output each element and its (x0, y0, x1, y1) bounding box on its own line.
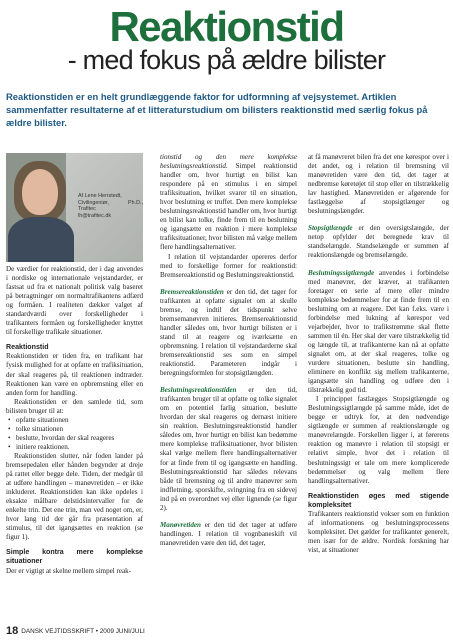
list-item: • tolke situationen (16, 425, 143, 434)
author-caption (78, 193, 143, 219)
author-email: lh@trafitec.dk (78, 212, 112, 219)
paragraph: De værdier for reaktionstid, der i dag anvendes i nordiske og internationale vejstandarder, er fastsat ud fra et nationalt politisk valg baseret på betragtninger om normaltrafikantens adfærd og formåen. I realiteten dækker valget af standardværdi over forskelligheder i trafikanters formåen og forskelligheder knyttet til forskellige trafikale situationer. (6, 265, 143, 337)
paragraph: Manøvretiden er den tid det tager at udføre handlingen. I relation til vognbaneskift vil manøvretiden være den tid, det tager, (160, 520, 297, 547)
paragraph: Beslutningsreaktionstiden er den tid, trafikanten bruger til at opfatte og tolke signalet om en potentiel farlig situation, beslutte hvordan der skal reageres og dernæst initiere sin reaktion. Beslutningsreaktionstid handler således om, hvor hurtigt en bilist kan bedømme mere komplekse trafiksituationer, hvor bilisten skal vælge mellem flere handlingsalternativer for at finde frem til og igangsætte en handling. Beslutningsreaktionstid har således relevans både til bremsning og til andre manøvrer som indfletning, sporskifte, svingning fra en sidevej ind på en overordnet vej eller lignende (se figur 2). (160, 386, 297, 512)
term-highlight: Bremsereaktionstiden (160, 287, 224, 296)
term-highlight: Stopsigtlængde (308, 224, 353, 233)
author-title: Civilingeniør, Ph.D., Trafitec (78, 199, 143, 213)
paragraph: I princippet fastlægges Stopsigtlængde og Beslutningssigtlængde på samme måde, idet de begge er udtryk for, at den nødvendige sigtlængde er summen af reaktionslængde og manøvrelængde. Forskellen ligger i, at førerens reaktion og manøvre i relation til stopsigt er relativt simple, hvor det i relation til beslutningssigt er tale om mere komplicerede bedømmelser og valg mellem flere handlingsalternativer. (308, 395, 449, 485)
paragraph: Der er vigtigt at skelne mellem simpel reak- (6, 566, 132, 575)
page-number: 18 (6, 625, 19, 637)
paragraph: Reaktionstiden er den samlede tid, som bilisten bruger til at: (6, 397, 143, 415)
paragraph: Reaktionstiden er tiden fra, en trafikant har fysisk mulighed for at opfatte en trafiksituation, der skal reageres på, til reaktionen indtræder. Reaktionen kan være en opbremsning eller en anden form for handling. (6, 352, 143, 397)
paragraph: Stopsigtlængde er den oversigtslængde, der netop opfylder det beregnede krav til standselængde. Standselængde er summen af reaktionslængde og bremselængde. (308, 224, 449, 260)
italic-term: tionstid og den mere komplekse beslutningsreaktionstid. (160, 153, 297, 171)
section-heading: Simple kontra mere komplekse situationer (6, 548, 143, 566)
author-photo (6, 153, 143, 262)
author-name: Af Lene Herrstedt, (78, 193, 122, 199)
term-highlight: Manøvretiden (160, 520, 201, 529)
paragraph: Reaktionstiden slutter, når foden lander på bremsepedalen eller hånden begynder at dreje på rattet eller begge dele. Tiden, der medgår til at udføre handlingen – manøvretiden – er ikke inkluderet. Reaktionstiden kan ikke opdeles i eksakte målbare delstidsintervaller for de enkelte trin. Det ene trin, man ved noget om, er, hvor lang tid der går fra præsentation af stimulus, til det igangsættes en reaktion (se figur 1). (6, 451, 143, 542)
column-2 (160, 153, 297, 548)
list-item: • opfatte situationen (16, 416, 143, 425)
paragraph: Bremsereaktionstiden er den tid, det tager for trafikanten at opfatte signalet om at skulle bremse, og indtil det tidspunkt selve bremsemanøvren initieres. Bremsereaktionstid handler således om, hvor hurtigt bilisten er i stand til at reagere og iværksætte en opbremsning. I relation til vejstandarderne skal bremsereaktionstid ses som en simpel reaktionstid. Parameteren indgår i beregningsformlen for stopsigtlængden. (160, 287, 297, 378)
article-subtitle: - med fokus på ældre bilister (67, 45, 386, 75)
publication-name: DANSK VEJTIDSSKRIFT • 2009 JUNI/JULI (21, 628, 145, 635)
section-heading: Reaktionstiden øges med stigende kompleksitet (308, 491, 449, 509)
page-footer (6, 625, 145, 637)
column-1 (6, 153, 143, 576)
column-3 (308, 153, 449, 555)
list-item: • initiere reaktionen. (16, 443, 143, 452)
paragraph: tionstid og den mere komplekse beslutningsreaktionstid. Simpel reaktionstid handler om, hvor hurtigt en bilist kan respondere på en stimulus i en simpel trafiksituation, hvilket svarer til en situation, hvor beslutning er truffet. Den mere komplekse beslutningsreaktionstid handler om, hvor hurtigt en bilist kan tolke, finde frem til en beslutning og igangsætte en reaktion i mere komplekse trafiksituationer, hvor bilisten må vælge mellem flere handlingsalternativer. (160, 153, 297, 252)
article-title: Reaktionstid (109, 3, 344, 50)
section-heading: Reaktionstid (6, 343, 49, 352)
paragraph: Beslutningssigtlængde anvendes i forbindelse med manøvrer, der kræver, at trafikanten foretager en serie af mere eller mindre komplekse bedømmelser for at finde frem til en beslutning om at reagere. Det kan f.eks. være i forbindelse med lukning af kørespor ved vejarbejder, hvor to trafikstrømme skal flette sammen til én. Her skal der være tilstrækkelig tid og længde til, at trafikanterne kan nå at opfatte signalet om, at der skal reageres, tolke og vurdere situationen, beslutte sin handling, eliminere en konflikt sig mellem trafikanterne, igangsætte sin handling og udføre den i tilstrækkelig god tid. (308, 268, 449, 395)
list-item: • beslutte, hvordan der skal reageres (16, 434, 143, 443)
term-highlight: Beslutningsreaktionstiden (160, 386, 237, 395)
paragraph: Trafikanters reaktionstid vokser som en funktion af informationens og beslutningsprocessens kompleksitet. Det gælder for trafikanter generelt, men især for de ældre. Nordisk forskning har vist, at situationer (308, 509, 449, 554)
paragraph: at få manøvreret bilen fra det ene kørespor over i det andet, og i relation til bremsning vil manøvretiden være den tid, det tager at nedbremse køretøjet til stop eller en tilstrækkelig lav hastighed. Manøvretiden er afgørende for fastlæggelse af stopsigtlænger og beslutningslængder. (308, 153, 449, 216)
article-lead: Reaktionstiden er en helt grundlæggende faktor for udformning af vejsystemet. Artiklen sammenfatter resultaterne af et litteraturstudium om bilisters reaktionstid med særlig fokus på ældre bilister. (6, 91, 428, 128)
bullet-list (6, 416, 143, 452)
paragraph: I relation til vejstandarder opereres derfor med to forskellige former for reaktionstid: Bremsereaktionstid og Beslutningsreaktionstid. (160, 252, 297, 279)
term-highlight: Beslutningssigtlængde (308, 268, 375, 277)
